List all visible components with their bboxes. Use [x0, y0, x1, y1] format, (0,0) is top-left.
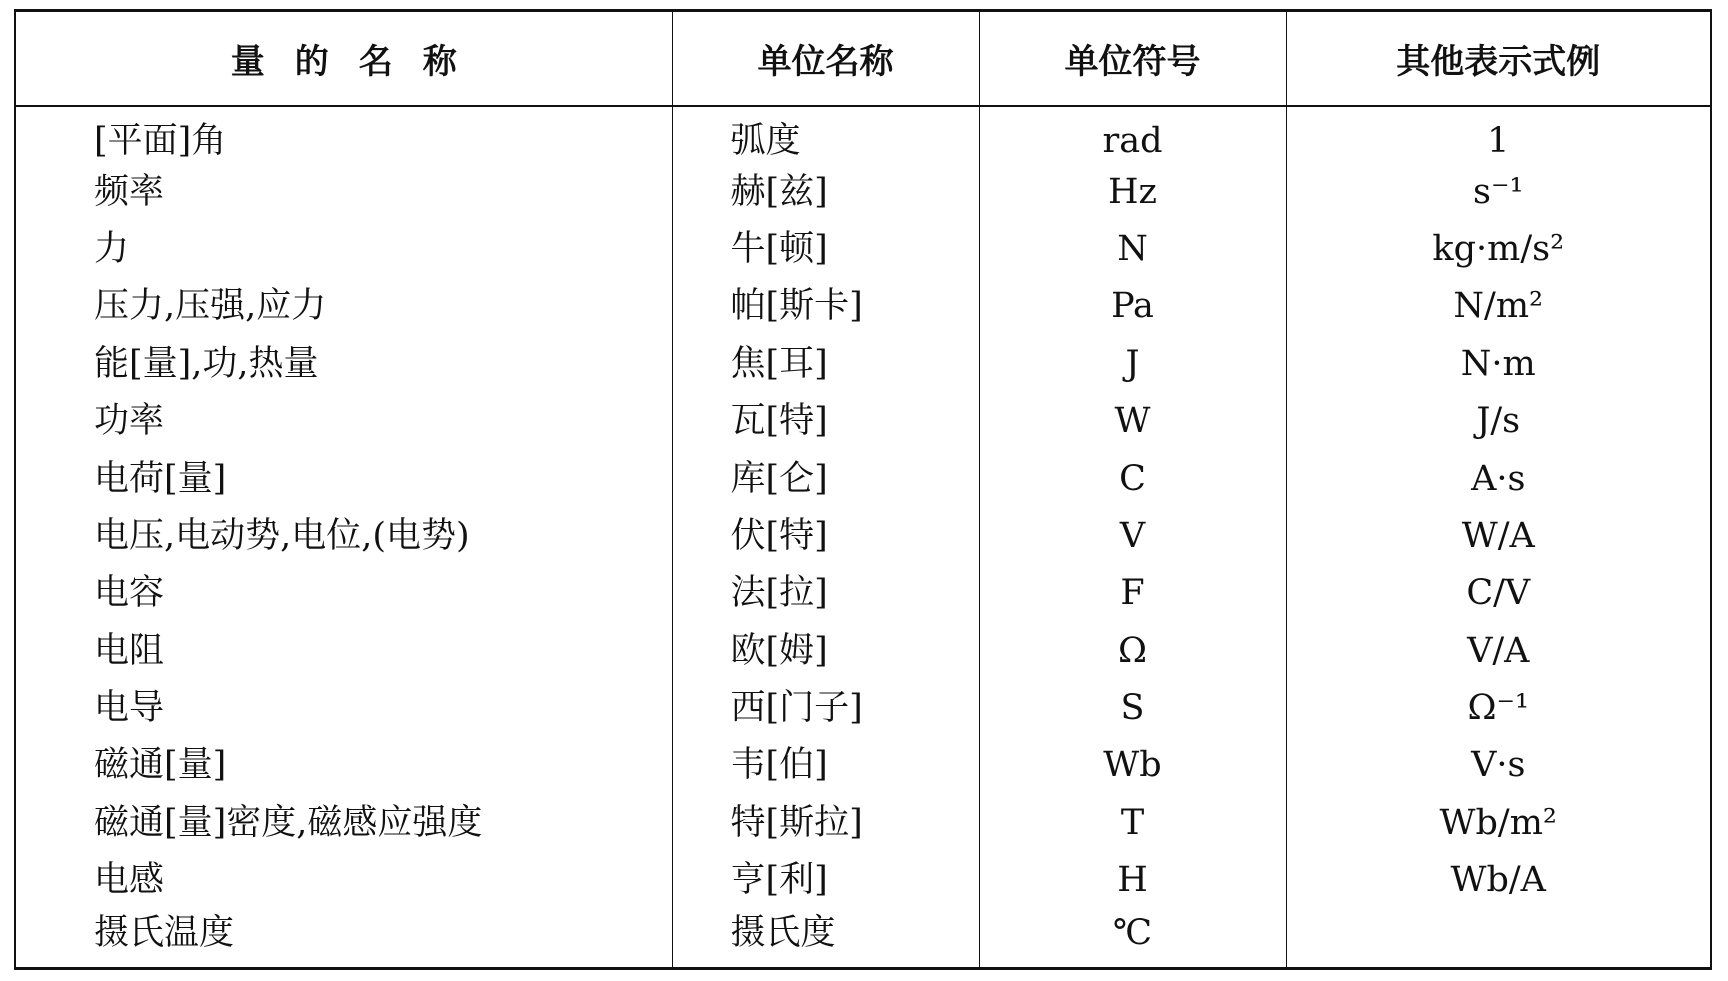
cell-other-expression: Ω⁻¹ — [1467, 688, 1530, 729]
cell-quantity: 电阻 — [16, 623, 672, 680]
table-row — [16, 909, 1710, 967]
table-row — [16, 393, 1710, 450]
table-row — [16, 623, 1710, 680]
cell-unit-symbol: rad — [979, 106, 1286, 163]
cell-unit-symbol: Ω — [979, 623, 1286, 680]
cell-quantity: 磁通[量] — [16, 737, 672, 794]
table-row — [16, 508, 1710, 565]
table-row — [16, 737, 1710, 794]
table-row — [16, 106, 1710, 163]
cell-other-expression: A·s — [1471, 458, 1526, 499]
cell-other-expression: C/V — [1466, 573, 1531, 614]
cell-other-expression: Wb/m² — [1439, 802, 1557, 843]
cell-unit-symbol: V — [979, 508, 1286, 565]
cell-unit-name: 法[拉] — [672, 565, 979, 622]
cell-unit-name: 瓦[特] — [672, 393, 979, 450]
table-row — [16, 680, 1710, 737]
cell-quantity: 电容 — [16, 565, 672, 622]
si-derived-units-table — [16, 12, 1710, 967]
cell-unit-name: 特[斯拉] — [672, 795, 979, 852]
table-header — [16, 12, 1710, 106]
cell-quantity: 电感 — [16, 852, 672, 909]
cell-other-expression: V·s — [1471, 745, 1526, 786]
cell-unit-symbol: H — [979, 852, 1286, 909]
cell-quantity: 能[量],功,热量 — [16, 336, 672, 393]
cell-unit-symbol: T — [979, 795, 1286, 852]
cell-unit-name: 欧[姆] — [672, 623, 979, 680]
header-row — [16, 12, 1710, 106]
table-body — [16, 106, 1710, 967]
cell-quantity: 电导 — [16, 680, 672, 737]
cell-other-expression: s⁻¹ — [1473, 171, 1524, 212]
table-row — [16, 795, 1710, 852]
cell-unit-name: 帕[斯卡] — [672, 278, 979, 335]
header-unit-symbol: 单位符号 — [979, 12, 1286, 106]
cell-quantity: 电压,电动势,电位,(电势) — [16, 508, 672, 565]
cell-unit-name: 摄氏度 — [672, 909, 979, 967]
header-quantity-name: 量的名称 — [16, 12, 672, 106]
cell-unit-symbol: Wb — [979, 737, 1286, 794]
cell-unit-name: 牛[顿] — [672, 221, 979, 278]
cell-unit-symbol: J — [979, 336, 1286, 393]
header-other-expression: 其他表示式例 — [1286, 12, 1710, 106]
cell-unit-name: 亨[利] — [672, 852, 979, 909]
cell-other-expression: J/s — [1476, 401, 1521, 442]
cell-unit-name: 库[仑] — [672, 450, 979, 507]
cell-quantity: 电荷[量] — [16, 450, 672, 507]
cell-unit-name: 韦[伯] — [672, 737, 979, 794]
table-row — [16, 163, 1710, 220]
cell-unit-symbol: S — [979, 680, 1286, 737]
cell-unit-symbol: Hz — [979, 163, 1286, 220]
cell-unit-name: 焦[耳] — [672, 336, 979, 393]
cell-unit-name: 伏[特] — [672, 508, 979, 565]
si-derived-units-table-frame — [14, 9, 1712, 970]
cell-other-expression: N·m — [1460, 343, 1536, 384]
cell-unit-name: 西[门子] — [672, 680, 979, 737]
cell-other-expression: W/A — [1461, 515, 1535, 556]
cell-other-expression: kg·m/s² — [1432, 228, 1565, 269]
cell-unit-symbol: C — [979, 450, 1286, 507]
table-row — [16, 336, 1710, 393]
cell-other-expression: Wb/A — [1450, 860, 1546, 901]
cell-unit-symbol: ℃ — [979, 909, 1286, 967]
cell-other-expression: N/m² — [1453, 286, 1544, 327]
header-unit-name: 单位名称 — [672, 12, 979, 106]
table-row — [16, 852, 1710, 909]
cell-unit-symbol: N — [979, 221, 1286, 278]
cell-quantity: 压力,压强,应力 — [16, 278, 672, 335]
table-row — [16, 278, 1710, 335]
cell-quantity: [平面]角 — [16, 106, 672, 163]
cell-unit-name: 赫[兹] — [672, 163, 979, 220]
cell-other-expression: V/A — [1467, 630, 1530, 671]
cell-quantity: 力 — [16, 221, 672, 278]
cell-quantity: 摄氏温度 — [16, 909, 672, 967]
cell-quantity: 频率 — [16, 163, 672, 220]
cell-quantity: 磁通[量]密度,磁感应强度 — [16, 795, 672, 852]
cell-unit-symbol: F — [979, 565, 1286, 622]
cell-unit-symbol: Pa — [979, 278, 1286, 335]
table-row — [16, 450, 1710, 507]
table-row — [16, 565, 1710, 622]
cell-unit-symbol: W — [979, 393, 1286, 450]
table-row — [16, 221, 1710, 278]
cell-other-expression — [1286, 909, 1710, 967]
cell-quantity: 功率 — [16, 393, 672, 450]
cell-unit-name: 弧度 — [672, 106, 979, 163]
cell-other-expression: 1 — [1487, 120, 1510, 161]
